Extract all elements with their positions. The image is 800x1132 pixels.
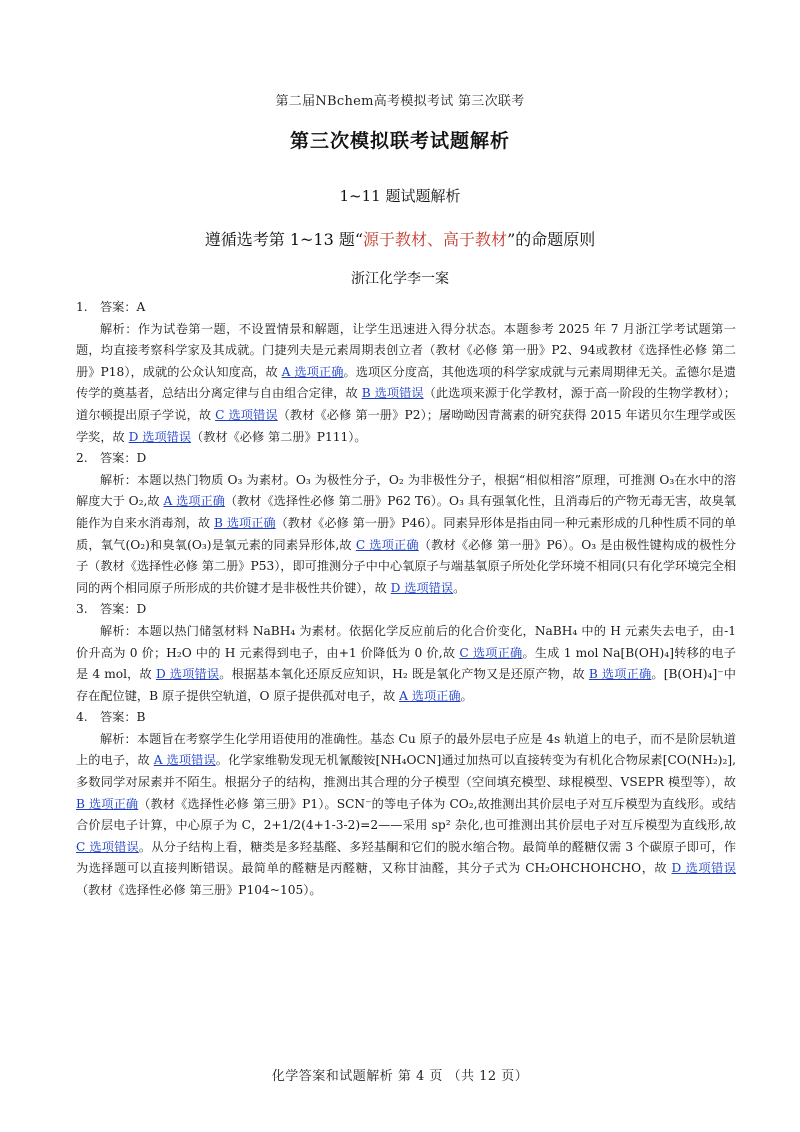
option-verdict: C 选项正确: [459, 645, 523, 660]
option-verdict: A 选项正确: [281, 364, 344, 379]
analysis-text: 。根据基本氧化还原反应知识，H₂ 既是氧化产物又是还原产物，故: [219, 667, 589, 682]
option-verdict: C 选项错误: [76, 839, 139, 854]
analysis-paragraph: [76, 470, 736, 600]
principle-line: [0, 227, 800, 250]
analysis-paragraph: [76, 319, 736, 449]
analysis-text: （教材《必修 第一册》P46）。同素异形体是指由同一种元素形成的几种性质不同的单质，氧气(O₂)和臭氧(O₃)是氧元素的同素异形体,故: [76, 515, 737, 552]
answer-label: 答案：A: [100, 300, 146, 314]
analysis-text: 解析：作为试卷第一题，不设置情景和解题，让学生迅速进入得分状态。本题参考 2025 年 7 月浙江学考试题第一题，均直接考察科学家及其成就。门捷列夫是元素周期表创立者（教材《必修 第一册》P2、94或教材《选择性必修 第二册》P18），成就的公众认知度高，故: [76, 321, 736, 379]
option-verdict: D 选项错误: [155, 667, 220, 682]
principle-highlight: 源于教材、高于教材: [363, 230, 508, 249]
question-block: [76, 297, 736, 448]
question-answer-line: [76, 707, 736, 729]
author-line: 浙江化学李一案: [351, 271, 449, 287]
option-verdict: B 选项正确: [214, 515, 276, 530]
option-verdict: C 选项错误: [215, 407, 278, 422]
analysis-text: （教材《必修 第一册》P2）；屠呦呦因青蒿素的研究获得 2015 年诺贝尔生理学或医学奖，故: [76, 407, 737, 444]
section-subtitle: 1~11 题试题解析: [339, 187, 461, 205]
option-verdict: A 选项正确: [163, 494, 225, 509]
option-verdict: B 选项正确: [588, 667, 652, 682]
answer-label: 答案：D: [100, 451, 147, 466]
question-number: 2.: [76, 451, 88, 466]
page-header: 第二届NBchem高考模拟考试 第三次联考: [275, 94, 525, 109]
answer-label: 答案：B: [100, 710, 146, 725]
question-block: [76, 448, 736, 599]
question-answer-line: [76, 448, 736, 470]
analysis-text: 。选项区分度高，其他选项的科学家成就与元素周期律无关。孟德尔是遗传学的奠基者，总结出分离定律与自由组合定律，故: [76, 364, 736, 401]
analysis-body: [76, 297, 736, 902]
question-block: [76, 707, 736, 901]
analysis-text: 。生成 1 mol Na[B(OH)₄]转移的电子是 4 mol，故: [76, 645, 736, 682]
answer-label: 答案：D: [100, 602, 147, 617]
option-verdict: D 选项错误: [671, 861, 736, 876]
analysis-text: 。: [460, 688, 473, 703]
analysis-text: （教材《选择性必修 第三册》P104~105）。: [76, 883, 322, 898]
analysis-paragraph: [76, 621, 736, 707]
analysis-text: 。化学家维勒发现无机氰酸铵[NH₄OCN]通过加热可以直接转变为有机化合物尿素[CO(NH₂)₂],多数同学对尿素并不陌生。根据分子的结构，推测出其合理的分子模型（空间填充模型、球棍模型、VSEPR 模型等），故: [76, 753, 736, 790]
analysis-text: （此选项来源于化学教材，源于高一阶段的生物学教材）；道尔顿提出原子学说，故: [76, 386, 736, 422]
analysis-text: （教材《选择性必修 第三册》P1）。SCN⁻的等电子体为 CO₂,故推测出其价层电子对互斥模型为直线形。或结合价层电子计算，中心原子为 C，2+1/2(4+1-3-2)=2——采用 sp² 杂化,也可推测出其价层电子对互斥模型为直线形,故: [76, 796, 736, 833]
analysis-text: （教材《必修 第二册》P111）。: [191, 429, 367, 444]
analysis-text: 。从分子结构上看，糖类是多羟基醛、多羟基酮和它们的脱水缩合物。最简单的醛糖仅需 3 个碳原子即可，作为选择题可以直接判断错误。最简单的醛糖是丙醛糖，又称甘油醛，其分子式为 CH₂OHCHOHCHO，故: [76, 839, 736, 876]
option-verdict: D 选项错误: [128, 429, 192, 444]
question-answer-line: [76, 599, 736, 621]
principle-after: ”的命题原则: [507, 230, 596, 249]
analysis-paragraph: [76, 729, 736, 902]
analysis-text: （教材《必修 第一册》P6）。O₃ 是由极性键构成的极性分子（教材《选择性必修 第二册》P53），即可推测分子中中心氧原子与端基氧原子所处化学环境不相同(只有化学环境完全相同的两个相同原子所形成的共价键才是非极性共价键），故: [76, 537, 737, 595]
question-block: [76, 599, 736, 707]
question-number: 3.: [76, 602, 88, 617]
page-title: 第三次模拟联考试题解析: [289, 130, 510, 152]
question-answer-line: [76, 297, 736, 319]
analysis-text: 解析：本题以热门物质 O₃ 为素材。O₃ 为极性分子，O₂ 为非极性分子，根据“相似相溶”原理，可推测 O₃在水中的溶解度大于 O₂,故: [76, 472, 736, 509]
analysis-text: 。: [453, 580, 466, 595]
option-verdict: B 选项错误: [361, 386, 424, 401]
analysis-text: 解析：本题旨在考察学生化学用语使用的准确性。基态 Cu 原子的最外层电子应是 4s 轨道上的电子，而不是阶层轨道上的电子，故: [76, 731, 736, 768]
question-number: 1.: [76, 300, 88, 314]
option-verdict: D 选项错误: [390, 580, 454, 595]
analysis-text: （教材《选择性必修 第二册》P62 T6）。O₃ 具有强氧化性，且消毒后的产物无毒无害，故臭氧能作为自来水消毒剂，故: [76, 494, 736, 530]
option-verdict: A 选项错误: [153, 753, 216, 768]
analysis-text: 解析：本题以热门储氢材料 NaBH₄ 为素材。依据化学反应前后的化合价变化，NaBH₄ 中的 H 元素失去电子，由-1 价升高为 0 价；H₂O 中的 H 元素得到电子，由+1 价降低为 0 价,故: [76, 623, 736, 660]
analysis-text: 。[B(OH)₄]⁻中存在配位键，B 原子提供空轨道，O 原子提供孤对电子，故: [76, 667, 736, 703]
option-verdict: C 选项正确: [355, 537, 419, 552]
question-number: 4.: [76, 710, 88, 725]
principle-before: 遵循选考第 1~13 题“: [204, 230, 364, 249]
option-verdict: B 选项正确: [76, 796, 139, 811]
option-verdict: A 选项正确: [399, 688, 461, 703]
page-footer: 化学答案和试题解析 第 4 页 （共 12 页）: [271, 1069, 529, 1084]
